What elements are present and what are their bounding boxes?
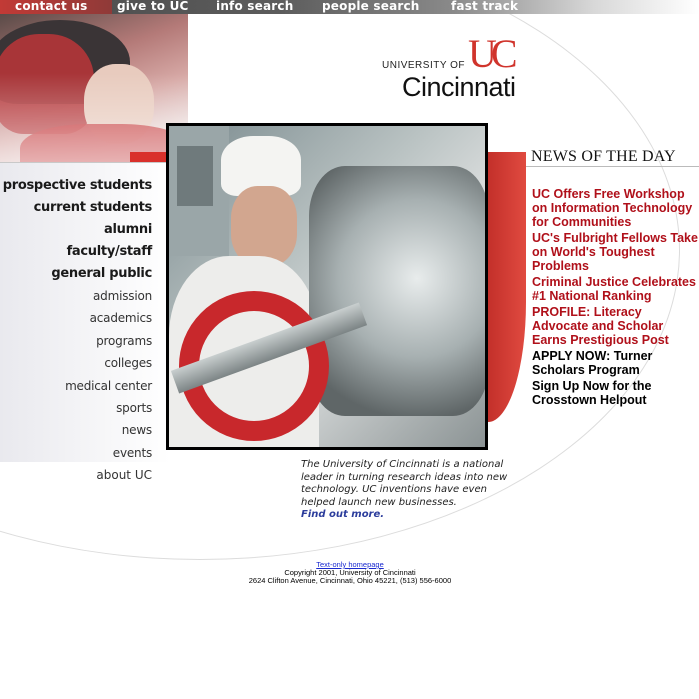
copyright-text: Copyright 2001, University of Cincinnati xyxy=(284,568,416,577)
uc-logo[interactable] xyxy=(380,31,530,102)
nav-fast-track[interactable]: fast track xyxy=(451,0,519,13)
news-of-the-day-heading: NEWS OF THE DAY xyxy=(531,148,676,165)
nav-general-public[interactable]: general public xyxy=(51,266,152,281)
find-out-more-link[interactable]: Find out more. xyxy=(301,509,385,521)
text-only-homepage-link[interactable]: Text-only homepage xyxy=(316,560,384,569)
photo-vacuum-chamber xyxy=(309,166,485,416)
uc-logo-mark: UC xyxy=(468,31,512,76)
nav-prospective-students[interactable]: prospective students xyxy=(2,178,152,193)
logo-university-of: UNIVERSITY OF xyxy=(382,60,465,71)
photo-fade xyxy=(0,14,188,162)
research-photo-image xyxy=(169,126,485,447)
nav-news[interactable]: news xyxy=(121,423,152,438)
left-navigation xyxy=(0,175,152,464)
nav-events[interactable]: events xyxy=(112,445,152,460)
news-item-criminal-justice[interactable]: Criminal Justice Celebrates #1 National Ranking xyxy=(532,275,696,303)
nav-programs[interactable]: programs xyxy=(96,333,152,348)
news-heading-rule xyxy=(526,166,699,167)
news-item-profile-literacy[interactable]: PROFILE: Literacy Advocate and Scholar Earns Prestigious Post xyxy=(532,305,669,347)
nav-academics[interactable]: academics xyxy=(89,311,152,326)
nav-colleges[interactable]: colleges xyxy=(104,356,152,371)
news-item-turner-scholars[interactable]: APPLY NOW: Turner Scholars Program xyxy=(532,349,653,377)
news-item-it-workshop[interactable]: UC Offers Free Workshop on Information Technology for Communities xyxy=(532,187,693,229)
nav-contact-us[interactable]: contact us xyxy=(15,0,88,13)
nav-people-search[interactable]: people search xyxy=(322,0,420,13)
divider-line xyxy=(0,162,168,163)
nav-alumni[interactable]: alumni xyxy=(104,222,152,237)
red-accent-tab xyxy=(130,152,168,162)
photo-face xyxy=(231,186,297,266)
nav-give-to-uc[interactable]: give to UC xyxy=(117,0,189,13)
news-item-crosstown-helpout[interactable]: Sign Up Now for the Crosstown Helpout xyxy=(532,379,652,407)
photo-caption xyxy=(301,459,521,522)
nav-about-uc[interactable]: about UC xyxy=(96,468,152,482)
research-photo[interactable] xyxy=(166,123,488,450)
footer xyxy=(200,561,500,585)
logo-cincinnati: Cincinnati xyxy=(402,72,516,102)
top-navigation-bar xyxy=(0,0,699,14)
address-text: 2624 Clifton Avenue, Cincinnati, Ohio 45221, (513) 556-6000 xyxy=(248,576,452,585)
photo-control-unit xyxy=(177,146,213,206)
nav-medical-center[interactable]: medical center xyxy=(65,378,152,393)
nav-current-students[interactable]: current students xyxy=(33,200,152,215)
nav-sports[interactable]: sports xyxy=(116,400,152,415)
news-item-fulbright[interactable]: UC's Fulbright Fellows Take on World's Toughest Problems xyxy=(532,231,698,273)
nav-admission[interactable]: admission xyxy=(93,289,152,303)
news-list xyxy=(532,187,698,409)
nav-info-search[interactable]: info search xyxy=(216,0,294,13)
child-photo xyxy=(0,14,188,162)
nav-faculty-staff[interactable]: faculty/staff xyxy=(66,244,152,259)
caption-text: The University of Cincinnati is a national leader in turning research ideas into new technology. UC inventions have even helped launch new businesses. xyxy=(301,459,508,508)
